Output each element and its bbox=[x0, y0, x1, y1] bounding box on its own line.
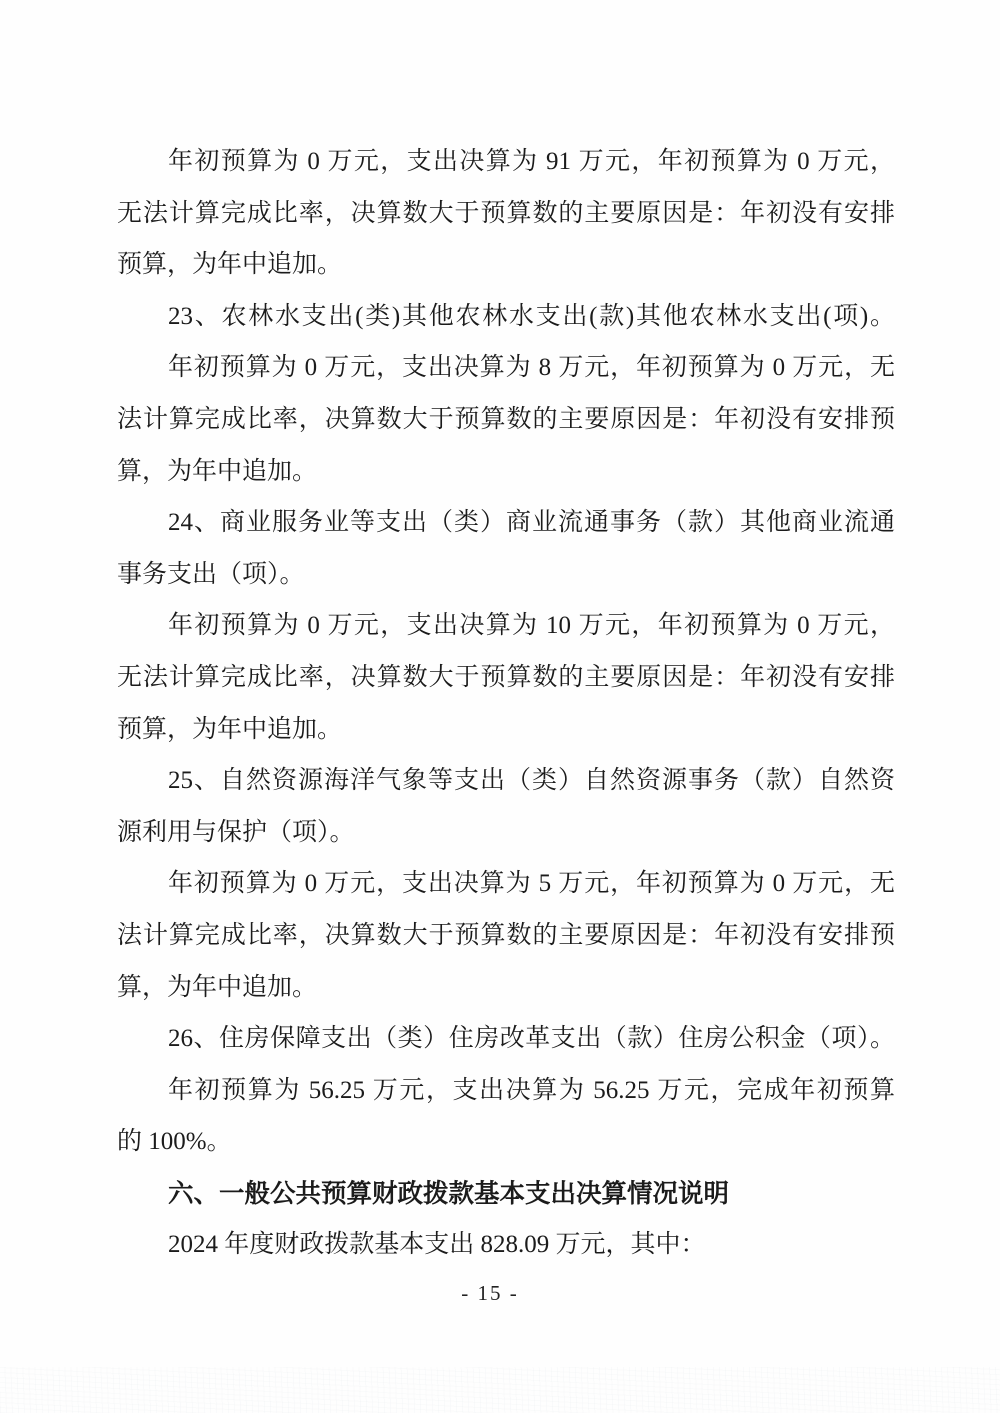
document-body-text bbox=[117, 136, 895, 1271]
text-line: 法计算完成比率，决算数大于预算数的主要原因是：年初没有安排预 bbox=[117, 405, 895, 433]
text-line: 算，为年中追加。 bbox=[117, 457, 318, 485]
scan-noise-artifact bbox=[0, 1367, 1000, 1413]
text-line: 事务支出（项）。 bbox=[117, 560, 305, 588]
text-line: 年初预算为 0 万元，支出决算为 91 万元，年初预算为 0 万元， bbox=[168, 148, 895, 175]
text-line: 年初预算为 0 万元，支出决算为 8 万元，年初预算为 0 万元，无 bbox=[168, 354, 895, 382]
text-line: 的 100%。 bbox=[117, 1128, 232, 1156]
text-line: 2024 年度财政拨款基本支出 828.09 万元，其中： bbox=[168, 1231, 706, 1259]
text-line: 无法计算完成比率，决算数大于预算数的主要原因是：年初没有安排 bbox=[117, 199, 895, 227]
text-line: 26、住房保障支出（类）住房改革支出（款）住房公积金（项）。 bbox=[168, 1025, 895, 1053]
text-line: 24、商业服务业等支出（类）商业流通事务（款）其他商业流通 bbox=[168, 509, 895, 537]
text-line: 25、自然资源海洋气象等支出（类）自然资源事务（款）自然资 bbox=[168, 767, 895, 795]
text-line: 算，为年中追加。 bbox=[117, 973, 318, 1001]
text-line: 预算，为年中追加。 bbox=[117, 715, 343, 743]
text-line: 无法计算完成比率，决算数大于预算数的主要原因是：年初没有安排 bbox=[117, 663, 895, 691]
text-line: 年初预算为 56.25 万元，支出决算为 56.25 万元，完成年初预算 bbox=[168, 1076, 895, 1104]
text-line: 预算，为年中追加。 bbox=[117, 251, 343, 279]
section-heading: 六、一般公共预算财政拨款基本支出决算情况说明 bbox=[168, 1178, 730, 1208]
text-line: 源利用与保护（项）。 bbox=[117, 818, 355, 846]
text-line: 年初预算为 0 万元，支出决算为 5 万元，年初预算为 0 万元，无 bbox=[168, 870, 895, 898]
text-line: 法计算完成比率，决算数大于预算数的主要原因是：年初没有安排预 bbox=[117, 921, 895, 949]
text-line: 23、农林水支出(类)其他农林水支出(款)其他农林水支出(项)。 bbox=[168, 302, 895, 330]
page-number: - 15 - bbox=[461, 1281, 519, 1305]
text-line: 年初预算为 0 万元，支出决算为 10 万元，年初预算为 0 万元， bbox=[168, 612, 895, 640]
